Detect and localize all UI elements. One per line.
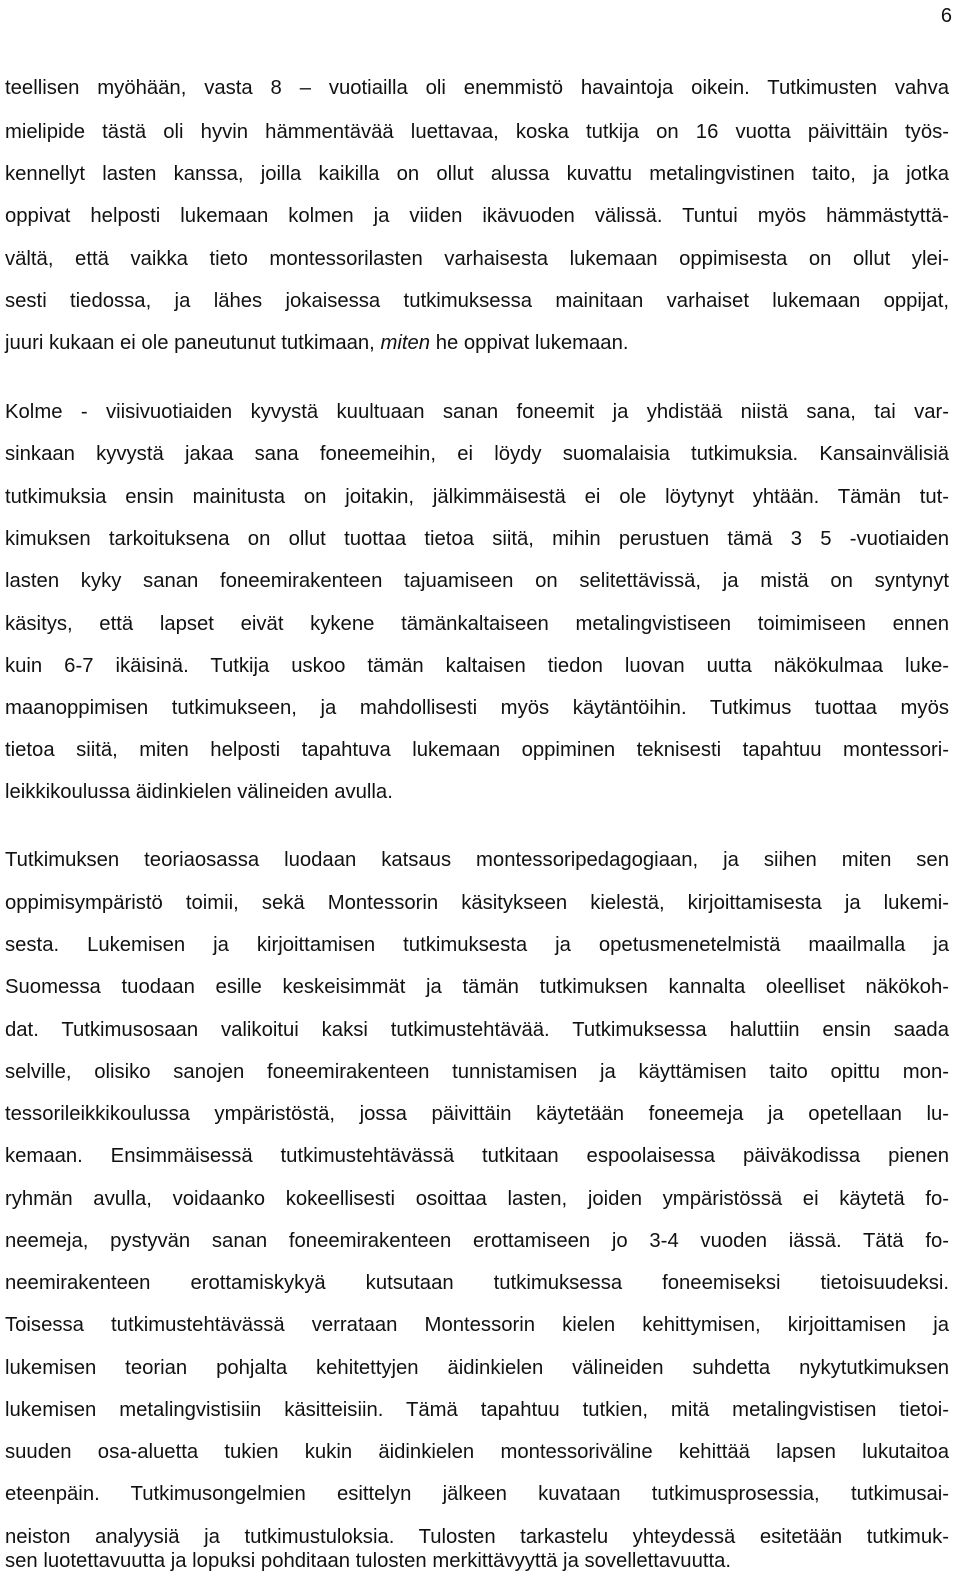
text-line: selville, olisiko sanojen foneemirakenteen tunnistamisen ja käyttämisen taito opittu mon- [5, 1061, 949, 1083]
text-line: kemaan. Ensimmäisessä tutkimustehtävässä tutkitaan espoolaisessa päiväkodissa pienen [5, 1145, 949, 1167]
text-line: sesta. Lukemisen ja kirjoittamisen tutkimuksesta ja opetusmenetelmistä maailmalla ja [5, 934, 949, 956]
text-line: sinkaan kyvystä jakaa sana foneemeihin, ei löydy suomalaisia tutkimuksia. Kansainvälisiä [5, 443, 949, 465]
page-number: 6 [940, 5, 952, 27]
text-run: juuri kukaan ei ole paneutunut tutkimaan, [5, 332, 381, 354]
text-line: Toisessa tutkimustehtävässä verrataan Montessorin kielen kehittymisen, kirjoittamisen ja [5, 1314, 949, 1336]
text-line: neiston analyysiä ja tutkimustuloksia. Tulosten tarkastelu yhteydessä esitetään tutkimuk- [5, 1526, 949, 1548]
text-line: Suomessa tuodaan esille keskeisimmät ja tämän tutkimuksen kannalta oleelliset näkökoh- [5, 976, 949, 998]
text-line: kimuksen tarkoituksena on ollut tuottaa tietoa siitä, mihin perustuen tämä 3 5 -vuotiaiden [5, 528, 949, 550]
text-line: lukemisen teorian pohjalta kehitettyjen äidinkielen välineiden suhdetta nykytutkimuksen [5, 1357, 949, 1379]
text-line: tietoa siitä, miten helposti tapahtuva lukemaan oppiminen teknisesti tapahtuu montessori- [5, 739, 949, 761]
text-line: lukemisen metalingvistisiin käsitteisiin. Tämä tapahtuu tutkien, mitä metalingvistisen tietoi- [5, 1399, 949, 1421]
text-line: neemeja, pystyvän sanan foneemirakenteen erottamiseen jo 3-4 vuoden iässä. Tätä fo- [5, 1230, 949, 1252]
text-line: teellisen myöhään, vasta 8 – vuotiailla oli enemmistö havaintoja oikein. Tutkimusten vahva [5, 77, 949, 99]
text-line: tessorileikkikoulussa ympäristöstä, jossa päivittäin käytetään foneemeja ja opetellaan lu- [5, 1103, 949, 1125]
text-line: sen luotettavuutta ja lopuksi pohditaan tulosten merkittävyyttä ja sovellettavuutta. [5, 1550, 732, 1572]
text-line: tutkimuksia ensin mainitusta on joitakin, jälkimmäisestä ei ole löytynyt yhtään. Tämän tut- [5, 486, 949, 508]
text-line: suuden osa-aluetta tukien kukin äidinkielen montessoriväline kehittää lapsen lukutaitoa [5, 1441, 949, 1463]
text-line: ryhmän avulla, voidaanko kokeellisesti osoittaa lasten, joiden ympäristössä ei käytetä fo- [5, 1188, 949, 1210]
text-line: lasten kyky sanan foneemirakenteen tajuamiseen on selitettävissä, ja mistä on syntynyt [5, 570, 949, 592]
text-line: mielipide tästä oli hyvin hämmentävää luettavaa, koska tutkija on 16 vuotta päivittäin työs- [5, 121, 949, 143]
text-line: kuin 6-7 ikäisinä. Tutkija uskoo tämän kaltaisen tiedon luovan uutta näkökulmaa luke- [5, 655, 949, 677]
text-line: maanoppimisen tutkimukseen, ja mahdollisesti myös käytäntöihin. Tutkimus tuottaa myös [5, 697, 949, 719]
text-line: neemirakenteen erottamiskykyä kutsutaan tutkimuksessa foneemiseksi tietoisuudeksi. [5, 1272, 949, 1294]
text-line: vältä, että vaikka tieto montessorilasten varhaisesta lukemaan oppimisesta on ollut ylei- [5, 248, 949, 270]
text-line: sesti tiedossa, ja lähes jokaisessa tutkimuksessa mainitaan varhaiset lukemaan oppijat, [5, 290, 949, 312]
text-line: leikkikoulussa äidinkielen välineiden avulla. [5, 781, 393, 803]
text-line [5, 321, 949, 365]
text-line: käsitys, että lapset eivät kykene tämänkaltaiseen metalingvistiseen toimimiseen ennen [5, 613, 949, 635]
text-line: kennellyt lasten kanssa, joilla kaikilla on ollut alussa kuvattu metalingvistinen taito, ja jotka [5, 163, 949, 185]
text-line: dat. Tutkimusosaan valikoitui kaksi tutkimustehtävää. Tutkimuksessa haluttiin ensin saada [5, 1019, 949, 1041]
text-run: he oppivat lukemaan. [430, 332, 629, 354]
text-line: oppimisympäristö toimii, sekä Montessorin käsitykseen kielestä, kirjoittamisesta ja lukemi- [5, 892, 949, 914]
emphasis-text: miten [380, 332, 431, 354]
text-line: oppivat helposti lukemaan kolmen ja viiden ikävuoden välissä. Tuntui myös hämmästyttä- [5, 205, 949, 227]
text-line: Tutkimuksen teoriaosassa luodaan katsaus montessoripedagogiaan, ja siihen miten sen [5, 849, 949, 871]
text-line: eteenpäin. Tutkimusongelmien esittelyn jälkeen kuvataan tutkimusprosessia, tutkimusai- [5, 1483, 949, 1505]
text-line: Kolme - viisivuotiaiden kyvystä kuultuaan sanan foneemit ja yhdistää niistä sana, tai var- [5, 401, 949, 423]
